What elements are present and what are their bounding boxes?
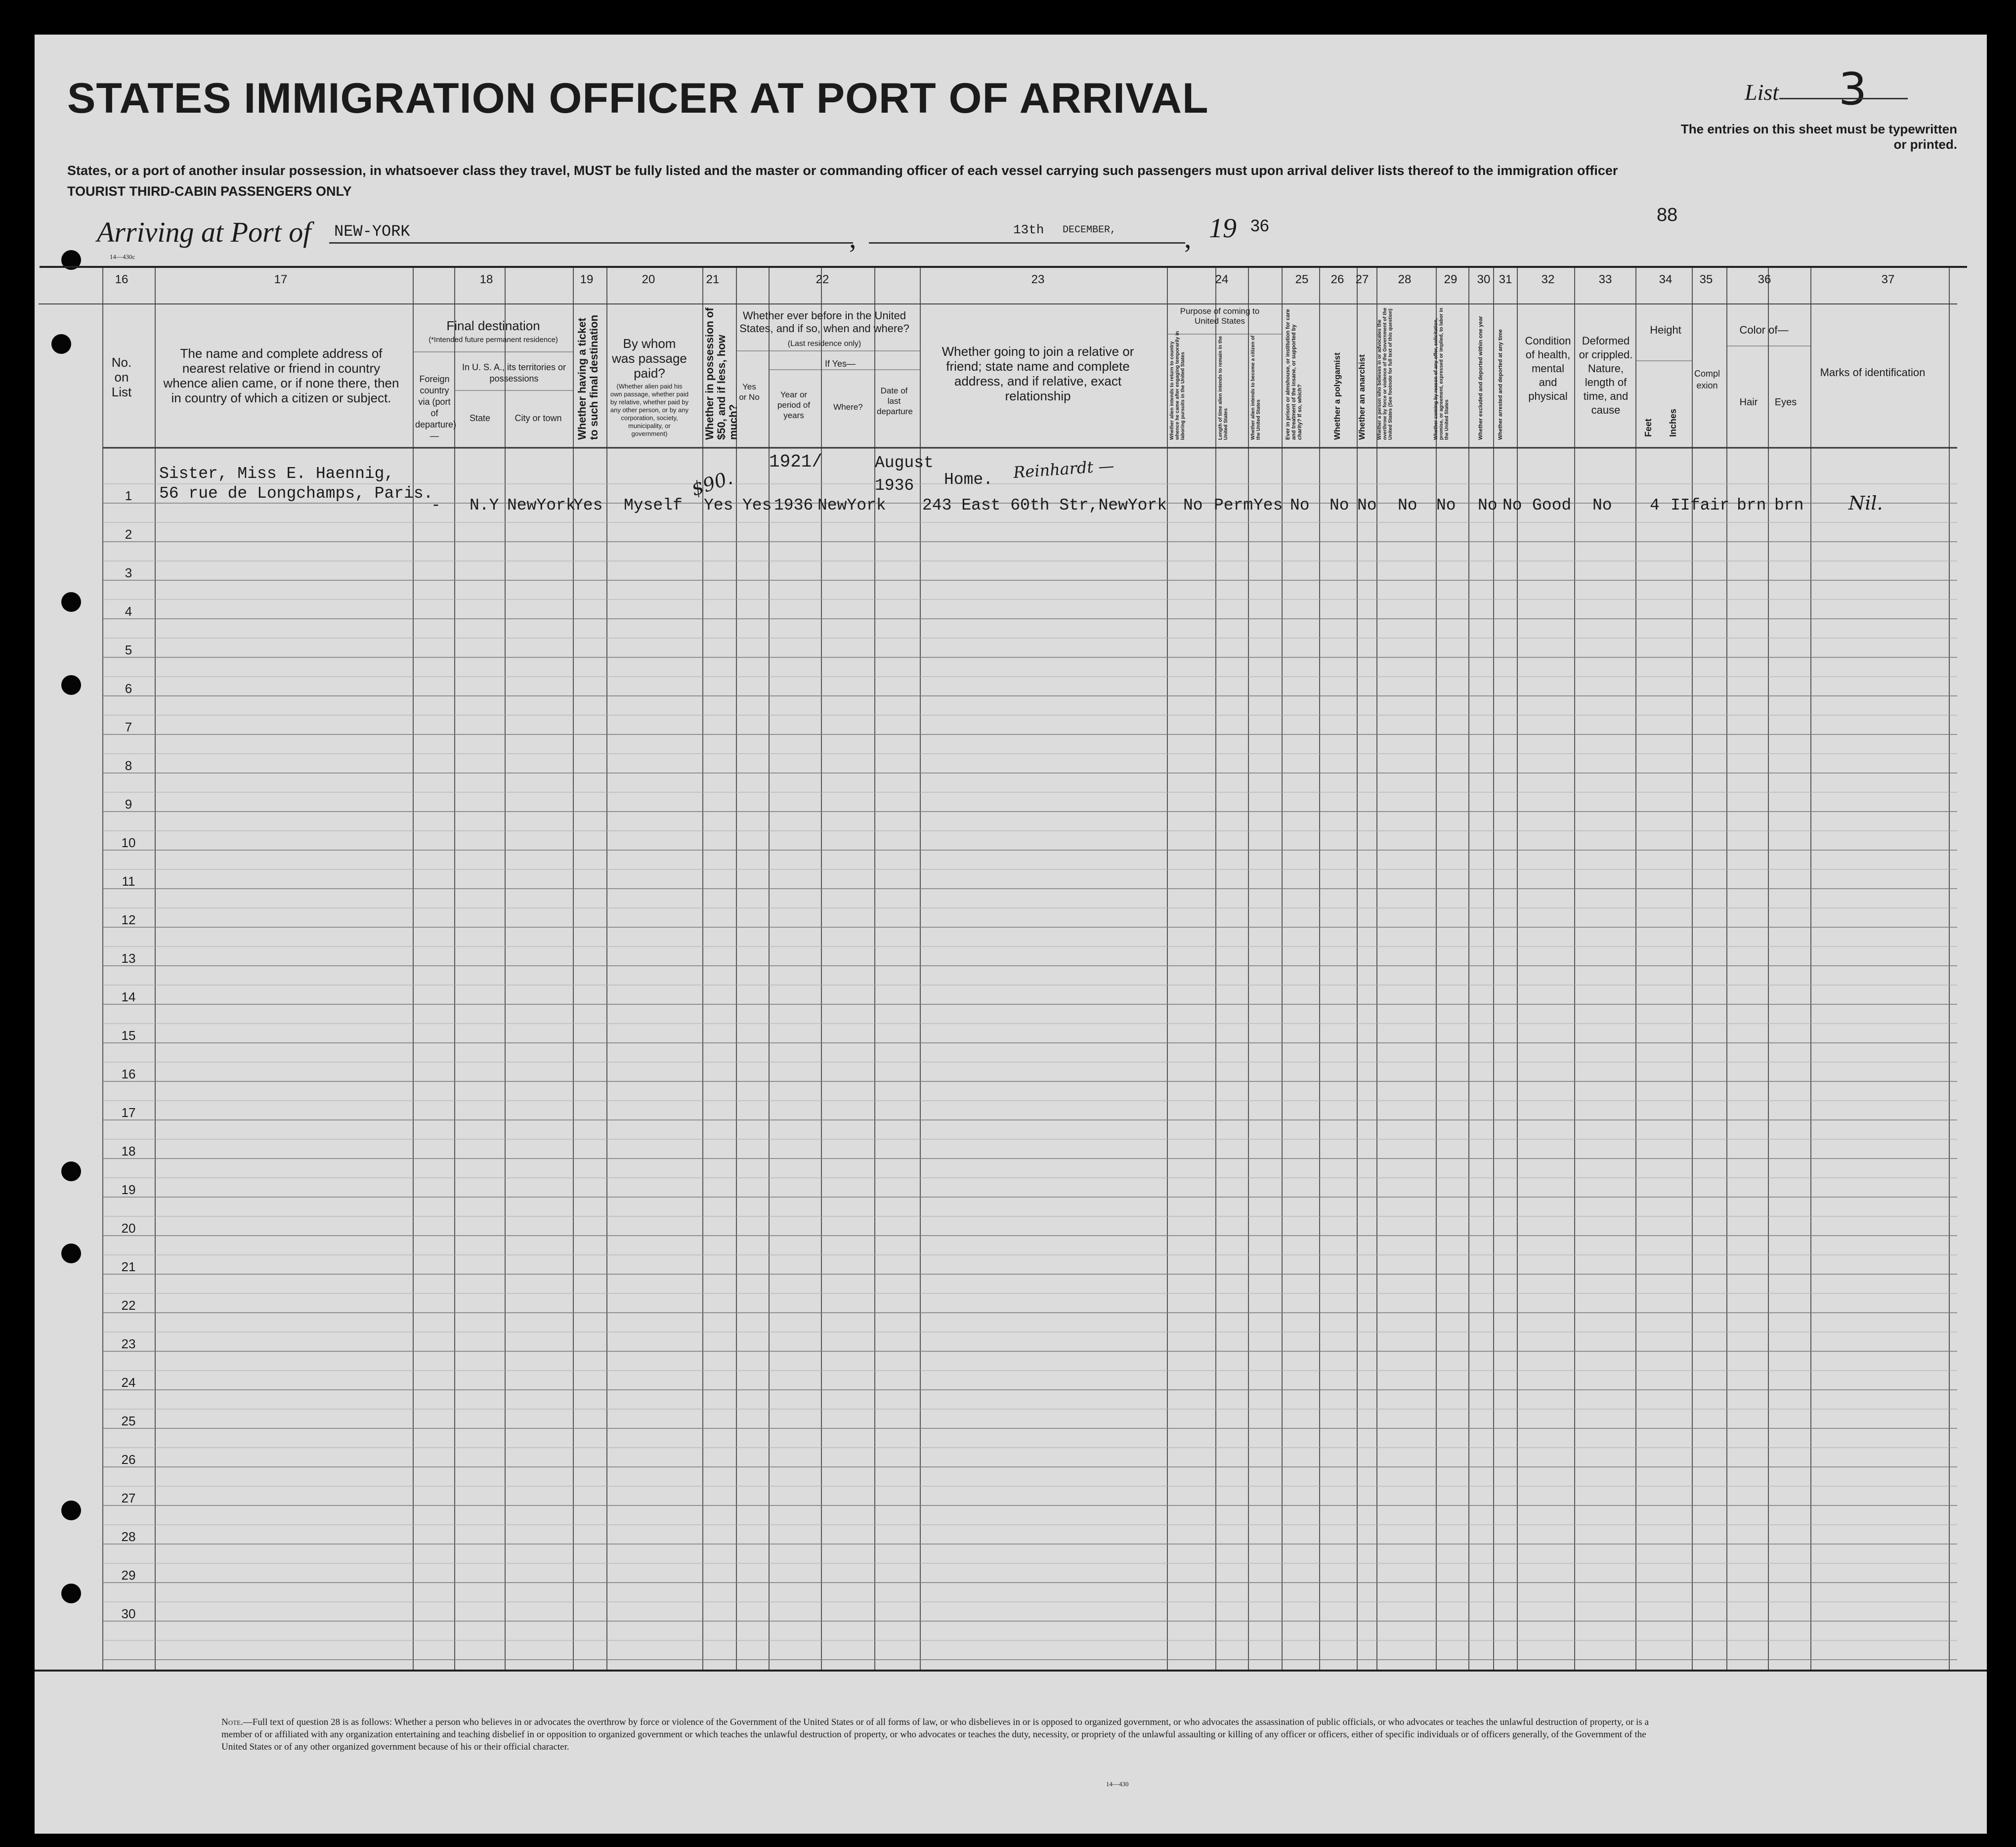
col-17-header: The name and complete address of nearest relative or friend in country whence alien came, or if none there, then in country of which a citizen or subject.	[163, 346, 399, 405]
row-number: 24	[121, 1375, 136, 1390]
col-16-header: No. on List	[111, 355, 132, 399]
polygamist-answer: No	[1330, 496, 1349, 515]
col-num-34: 34	[1659, 273, 1673, 286]
row-number: 13	[121, 951, 136, 966]
col-36-hair: Hair	[1739, 397, 1758, 408]
ticket-answer: Yes	[573, 496, 603, 515]
passage-paid-by: Myself	[624, 496, 683, 515]
col-num-32: 32	[1541, 273, 1555, 286]
year-written-above: 1921/	[769, 452, 823, 472]
col-num-25: 25	[1295, 273, 1309, 286]
col-num-26: 26	[1330, 273, 1344, 286]
col-num-21: 21	[706, 273, 720, 286]
row-number: 10	[121, 835, 136, 850]
complexion-answer: fair	[1690, 496, 1730, 515]
col-18-header: Final destination	[446, 318, 540, 333]
col-num-20: 20	[642, 273, 655, 286]
col-35-header: Complexion	[1694, 369, 1720, 390]
row-number: 18	[121, 1144, 136, 1159]
col-22-date: Date of last departure	[877, 386, 913, 416]
port-underline	[329, 242, 853, 244]
row-number: 3	[125, 565, 132, 580]
date-last-departure-year: 1936	[875, 476, 914, 495]
q31-answer: No	[1502, 496, 1522, 515]
eyes-answer: brn	[1774, 496, 1804, 515]
comma: ,	[1184, 222, 1192, 254]
join-line-2: 243 East 60th Str,NewYork	[922, 496, 1167, 515]
row-number: 2	[125, 527, 132, 542]
col-34-inches: Inches	[1668, 408, 1678, 437]
money-answer: Yes	[704, 496, 733, 515]
health-answer: Good	[1532, 496, 1572, 515]
col-22-yesno: Yes or No	[739, 382, 760, 402]
col-num-28: 28	[1398, 273, 1412, 286]
row-number: 28	[121, 1529, 136, 1544]
row-number: 23	[121, 1336, 136, 1351]
col-29-header: Whether coming by reason of any offer, solicitation, promise, or agreement, expressed or implied, to labor in the United States	[1433, 307, 1450, 440]
col-num-33: 33	[1598, 273, 1612, 286]
row-number: 15	[121, 1028, 136, 1043]
col-24b-header: Length of time alien intends to remain in the United States	[1218, 336, 1229, 440]
col-31-header: Whether arrested and deported at any time	[1498, 329, 1503, 440]
col-num-29: 29	[1444, 273, 1458, 286]
col-34-feet: Feet	[1643, 418, 1653, 437]
col-26-header: Whether a polygamist	[1332, 352, 1342, 440]
row-number: 25	[121, 1414, 136, 1428]
col-32-header: Condition of health, mental and physical	[1525, 335, 1571, 402]
been-before-answer: Yes	[742, 496, 772, 515]
col-22-sub: (Last residence only)	[787, 340, 861, 348]
col-24-header: Purpose of coming to United States	[1180, 306, 1260, 326]
anarchist-answer: No	[1357, 496, 1377, 515]
col-22-ifyes: If Yes—	[824, 359, 856, 369]
col-num-27: 27	[1355, 273, 1369, 286]
stamp-number: 88	[1657, 205, 1678, 225]
citizen-answer: Yes	[1253, 496, 1283, 515]
col-22-header: Whether ever before in the United States, and if so, when and where?	[739, 309, 909, 335]
list-underline	[1779, 98, 1908, 99]
row-number: 26	[121, 1452, 136, 1467]
col-num-22: 22	[815, 273, 829, 286]
instruction-text: States, or a port of another insular possession, in whatsoever class they travel, MUST be fully listed and the master or commanding officer of each vessel carrying such passengers must upon arrival deliver lists thereof to the immigration officer	[67, 163, 1618, 178]
q30-answer: No	[1478, 496, 1498, 515]
row-number: 7	[125, 720, 132, 734]
col-18-usa: In U. S. A., its territories or possessions	[462, 362, 566, 384]
list-label: List	[1745, 80, 1779, 105]
passenger-class: TOURIST THIRD-CABIN PASSENGERS ONLY	[67, 184, 352, 199]
deformed-answer: No	[1592, 496, 1612, 515]
join-line-1: Home.	[944, 471, 993, 489]
col-num-19: 19	[580, 273, 594, 286]
col-18-city: City or town	[515, 413, 562, 423]
row-number: 11	[122, 874, 135, 889]
col-21-header: Whether in possession of $50, and if less, how much?	[703, 307, 739, 440]
marks-answer: Nil.	[1848, 492, 1883, 514]
col-18-state: State	[469, 413, 491, 423]
col-19-header: Whether having a ticket to such final destination	[576, 314, 600, 440]
col-24a-header: Whether alien intends to return to country whence he came after engaging temporarily in laboring pursuits in the United States	[1169, 331, 1186, 440]
col-num-18: 18	[479, 273, 493, 286]
col-28-header: Whether a person who believes in or advocates the overthrow by force or violence of the Government of the United States (See footnote for full text of this question)	[1377, 307, 1393, 440]
col-34-header: Height	[1650, 324, 1681, 336]
row-number: 6	[125, 681, 132, 696]
dest-state: N.Y	[470, 496, 499, 515]
row-number: 9	[125, 797, 132, 812]
col-20-header: By whom was passage paid?	[612, 336, 687, 381]
col-num-37: 37	[1881, 273, 1895, 286]
where-answer: NewYork	[817, 496, 886, 515]
money-handwritten: $90.	[688, 467, 735, 500]
date-month: DECEMBER,	[1063, 224, 1116, 236]
date-underline	[869, 242, 1185, 244]
col-22-where: Where?	[833, 402, 863, 412]
list-number: 3	[1839, 63, 1867, 115]
relative-line-1: Sister, Miss E. Haennig,	[159, 465, 394, 483]
col-num-36: 36	[1758, 273, 1771, 286]
page-title: STATES IMMIGRATION OFFICER AT PORT OF ARRIVAL	[67, 75, 1209, 122]
row-number: 16	[121, 1067, 136, 1081]
row-number: 27	[121, 1491, 136, 1505]
row-number: 4	[125, 604, 132, 619]
year-prefix: 19	[1209, 213, 1237, 244]
height-feet: 4	[1650, 496, 1660, 515]
row-number: 1	[125, 488, 132, 503]
comma: ,	[849, 222, 857, 254]
col-num-31: 31	[1499, 273, 1512, 286]
row-number: 14	[121, 989, 136, 1004]
foreign-port: -	[431, 496, 441, 515]
col-30-header: Whether excluded and deported within one year	[1478, 316, 1484, 440]
row-number: 5	[125, 643, 132, 657]
date-day: 13th	[1013, 222, 1044, 237]
footnote	[221, 1716, 1655, 1753]
hair-answer: brn	[1737, 496, 1766, 515]
typewritten-note: The entries on this sheet must be typewritten or printed.	[1680, 122, 1957, 152]
col-25-header: Ever in prison or almshouse, or institution for care and treatment of the insane, or supported by charity? If so, which?	[1285, 309, 1303, 440]
q29-answer: No	[1436, 496, 1456, 515]
col-37-header: Marks of identification	[1820, 366, 1926, 379]
length-answer: Perm	[1214, 496, 1253, 515]
row-number: 20	[121, 1221, 136, 1236]
arriving-label: Arriving at Port of	[97, 216, 311, 248]
row-number: 19	[121, 1182, 136, 1197]
footnote-text: Full text of question 28 is as follows: Whether a person who believes in or advocates the overthrow by force or violence of the Government of the United States or of all forms of law, or who disbelieves in or is opposed to organized government, or who advocates the assassination of public officials, or who advocates or teaches the unlawful destruction of property, or is a member of or affiliated with any organization entertaining and teaching disbelief in or opposition to organized government or which teaches the unlawful destruction of property, or who advocates or teaches the duty, necessity, or propriety of the unlawful assaulting or killing of any officer or officers, either of specific individuals or of officers generally, of the Government of the United States or of any other organized government because of his or their official character.	[221, 1717, 1649, 1752]
q28-answer: No	[1398, 496, 1417, 515]
row-number: 22	[121, 1298, 136, 1313]
col-27-header: Whether an anarchist	[1357, 354, 1367, 440]
col-num-16: 16	[115, 273, 129, 286]
footer-form-number: 14—430	[1106, 1780, 1129, 1788]
col-20-sub: (Whether alien paid his own passage, whether paid by relative, whether paid by any other person, or by any corporation, society, municipality, or government)	[610, 383, 689, 437]
prison-answer: No	[1290, 496, 1310, 515]
row-number: 29	[121, 1568, 136, 1583]
year-answer: 1936	[774, 496, 814, 515]
row-number: 21	[121, 1259, 136, 1274]
footnote-label: Note.—	[221, 1717, 253, 1727]
year-suffix: 36	[1250, 216, 1269, 235]
col-33-header: Deformed or crippled. Nature, length of time, and cause	[1579, 335, 1633, 416]
col-18-sub: (*Intended future permanent residence)	[429, 336, 558, 344]
col-36-eyes: Eyes	[1774, 397, 1797, 408]
height-inches: II	[1671, 496, 1690, 515]
col-24c-header: Whether alien intends to become a citizen of the United States	[1250, 335, 1261, 440]
col-num-30: 30	[1477, 273, 1491, 286]
col-36-header: Color of—	[1739, 324, 1789, 336]
dest-city: NewYork	[507, 496, 576, 515]
row-number: 30	[121, 1606, 136, 1621]
col-num-23: 23	[1031, 273, 1045, 286]
top-rule	[40, 266, 1967, 268]
join-handwritten: Reinhardt —	[1012, 456, 1115, 482]
col-num-35: 35	[1699, 273, 1713, 286]
col-num-24: 24	[1215, 273, 1229, 286]
row-number: 8	[125, 758, 132, 773]
relative-line-2: 56 rue de Longchamps, Paris.	[159, 484, 433, 503]
col-23-header: Whether going to join a relative or friend; state name and complete address, and if relative, exact relationship	[942, 344, 1134, 403]
form-number: 14—430c	[110, 253, 135, 260]
col-22-year: Year or period of years	[777, 390, 811, 420]
return-answer: No	[1183, 496, 1203, 515]
port-field: NEW-YORK	[334, 222, 410, 241]
row-number: 17	[121, 1105, 136, 1120]
date-last-departure: August	[875, 454, 934, 472]
col-18-foreign: Foreign country via (port of departure)—	[415, 374, 457, 441]
col-num-17: 17	[274, 273, 288, 286]
row-number: 12	[121, 912, 136, 927]
